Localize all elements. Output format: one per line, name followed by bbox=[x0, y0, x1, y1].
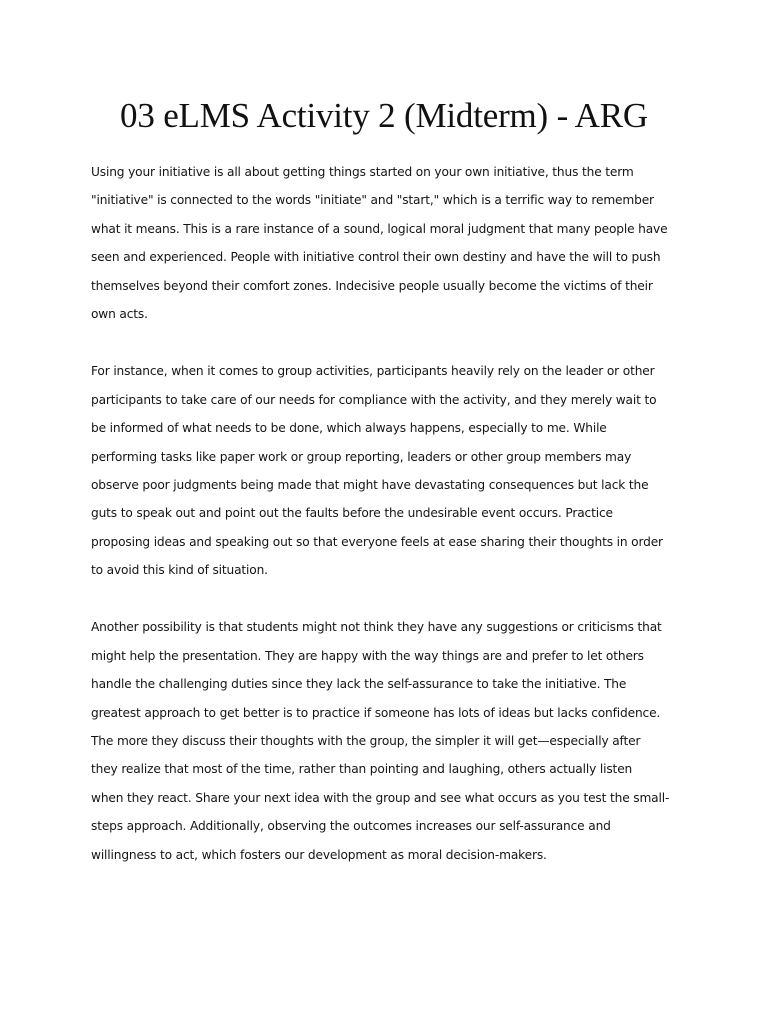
paragraph-line: "initiative" is connected to the words "initiate" and "start," which is a terrific way to remember bbox=[91, 193, 654, 208]
paragraph-line: what it means. This is a rare instance of a sound, logical moral judgment that many people have bbox=[91, 221, 668, 236]
paragraph-line: to avoid this kind of situation. bbox=[91, 563, 268, 578]
paragraph-line: own acts. bbox=[91, 307, 148, 322]
paragraph-line: greatest approach to get better is to practice if someone has lots of ideas but lacks confidence. bbox=[91, 705, 661, 720]
paragraph-line: observe poor judgments being made that might have devastating consequences but lack the bbox=[91, 477, 649, 492]
paragraph-line: guts to speak out and point out the faults before the undesirable event occurs. Practice bbox=[91, 506, 613, 521]
paragraph-line: themselves beyond their comfort zones. Indecisive people usually become the victims of their bbox=[91, 278, 653, 293]
paragraph-1 bbox=[91, 158, 691, 329]
paragraph-line: For instance, when it comes to group activities, participants heavily rely on the leader or other bbox=[91, 364, 655, 379]
paragraph-line: Using your initiative is all about getting things started on your own initiative, thus the term bbox=[91, 165, 634, 179]
paragraph-line: Another possibility is that students might not think they have any suggestions or criticisms that bbox=[91, 620, 662, 635]
document-body bbox=[91, 158, 691, 898]
paragraph-line: steps approach. Additionally, observing the outcomes increases our self-assurance and bbox=[91, 819, 611, 834]
paragraph-2 bbox=[91, 357, 691, 585]
paragraph-line: participants to take care of our needs for compliance with the activity, and they merely wait to bbox=[91, 392, 657, 407]
paragraph-line: seen and experienced. People with initiative control their own destiny and have the will to push bbox=[91, 250, 661, 265]
paragraph-line: might help the presentation. They are happy with the way things are and prefer to let others bbox=[91, 648, 644, 663]
paragraph-line: they realize that most of the time, rather than pointing and laughing, others actually listen bbox=[91, 762, 633, 777]
paragraph-line: when they react. Share your next idea with the group and see what occurs as you test the small- bbox=[91, 790, 670, 805]
paragraph-line: performing tasks like paper work or group reporting, leaders or other group members may bbox=[91, 449, 632, 464]
document-title: 03 eLMS Activity 2 (Midterm) - ARG bbox=[120, 96, 648, 135]
paragraph-line: handle the challenging duties since they lack the self-assurance to take the initiative. The bbox=[91, 677, 627, 692]
paragraph-line: be informed of what needs to be done, which always happens, especially to me. While bbox=[91, 421, 607, 436]
paragraph-3 bbox=[91, 613, 691, 869]
paragraph-line: willingness to act, which fosters our development as moral decision-makers. bbox=[91, 847, 547, 862]
paragraph-line: The more they discuss their thoughts with the group, the simpler it will get—especially after bbox=[91, 734, 641, 749]
paragraph-line: proposing ideas and speaking out so that everyone feels at ease sharing their thoughts in order bbox=[91, 534, 663, 549]
